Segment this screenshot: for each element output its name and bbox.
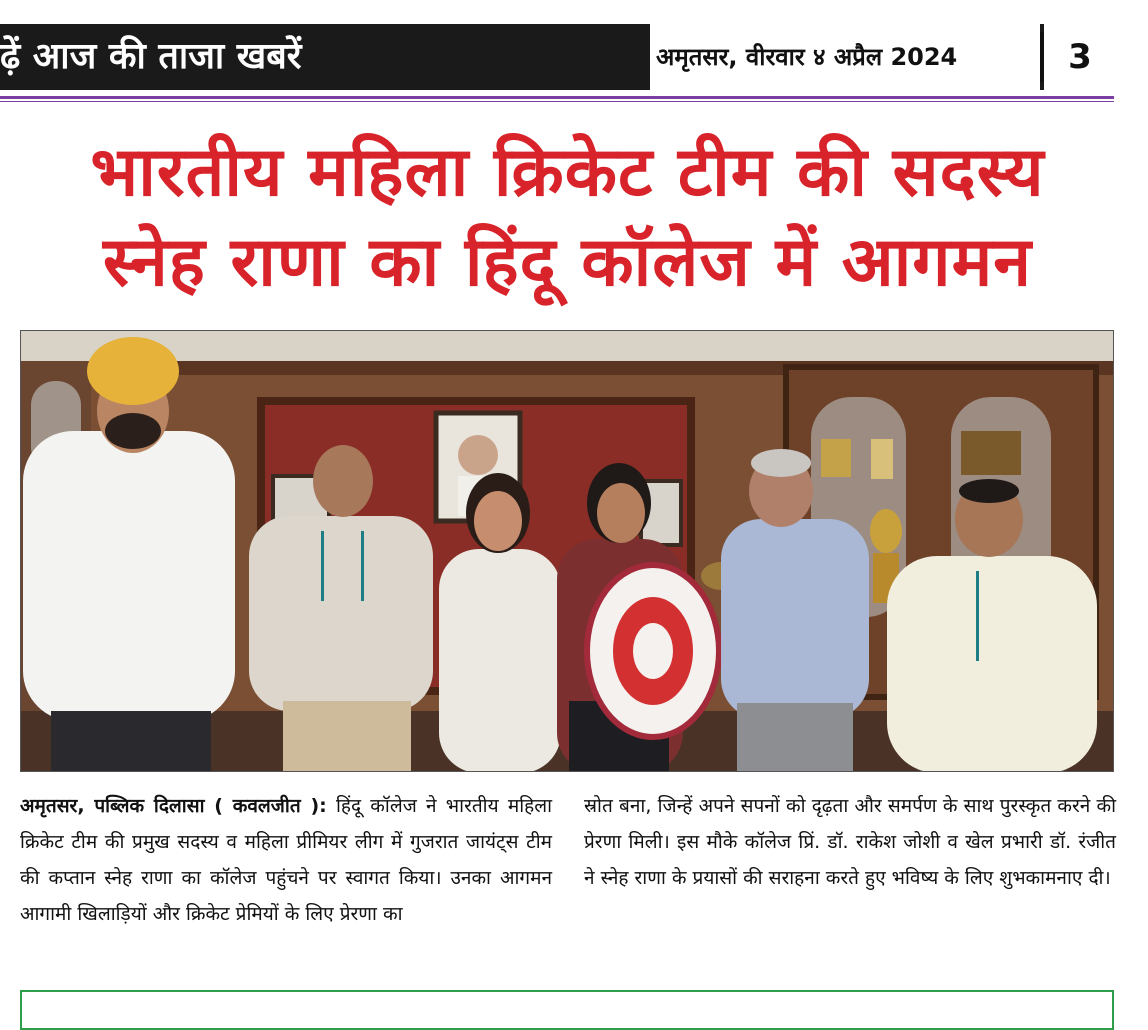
news-photo — [20, 330, 1114, 772]
article-text-col1: हिंदू कॉलेज ने भारतीय महिला क्रिकेट टीम की प्रमुख सदस्य व महिला प्रीमियर लीग में गुजरात जायंट्स टीम की कप्तान स्नेह राणा का कॉलेज पहुंचने पर स्वागत किया। उनका आगमन आगामी खिलाड़ियों और क्रिकेट प्रेमियों के लिए प्रेरणा का — [20, 795, 553, 925]
article-column-2 — [584, 788, 1116, 896]
headline — [20, 128, 1115, 308]
masthead — [0, 24, 1116, 90]
header-rule-thin — [0, 101, 1114, 102]
article-byline: अमृतसर, पब्लिक दिलासा ( कवलजीत ): — [20, 795, 327, 817]
article-column-1 — [20, 788, 552, 932]
next-article-box — [20, 990, 1114, 1030]
header-rule — [0, 96, 1114, 99]
photo-illustration — [21, 331, 1114, 772]
article-text-col2: स्रोत बना, जिन्हें अपने सपनों को दृढ़ता और समर्पण के साथ पुरस्कृत करने की प्रेरणा मिली। इस मौके कॉलेज प्रिं. डॉ. राकेश जोशी व खेल प्रभारी डॉ. रंजीत ने स्नेह राणा के प्रयासों की सराहना करते हुए भविष्य के लिए शुभकामनाए दी। — [584, 795, 1116, 889]
masthead-date: अमृतसर, वीरवार ४ अप्रैल 2024 — [650, 24, 1040, 90]
page-number: 3 — [1044, 24, 1116, 90]
headline-line-1: भारतीय महिला क्रिकेट टीम की सदस्य — [90, 133, 1045, 212]
headline-line-2: स्नेह राणा का हिंदू कॉलेज में आगमन — [103, 223, 1032, 302]
masthead-title: ढ़ें आज की ताजा खबरें — [0, 36, 302, 77]
